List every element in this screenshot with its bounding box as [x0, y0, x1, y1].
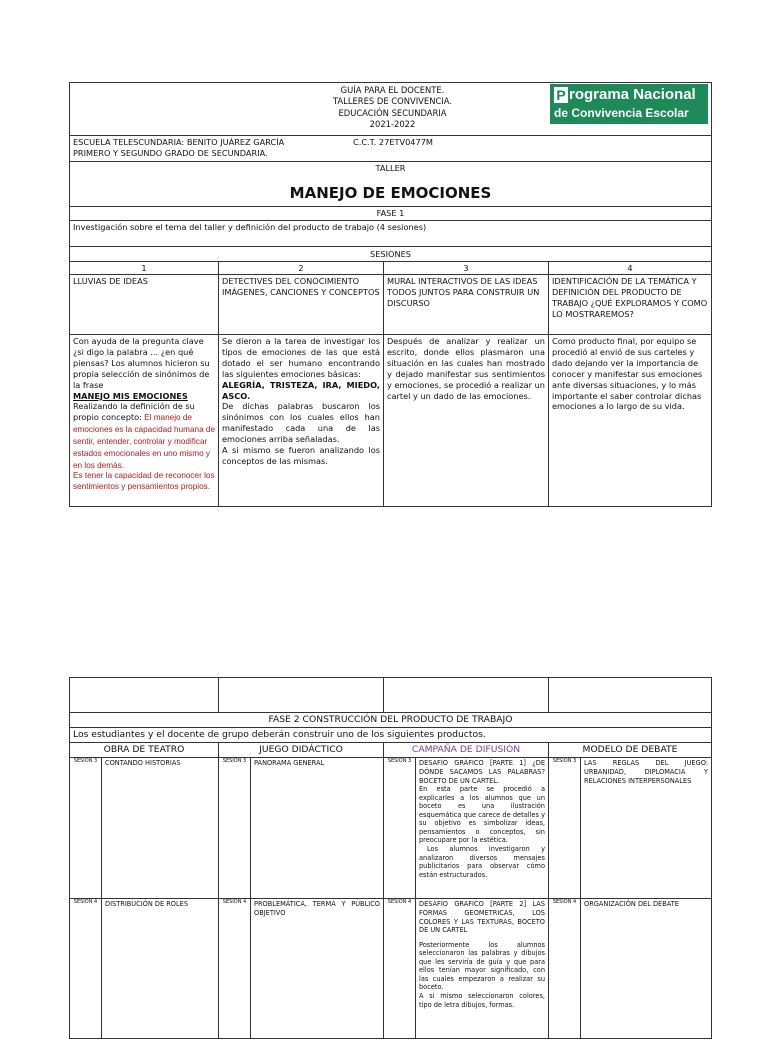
guide-header	[270, 85, 515, 130]
page-title: MANEJO DE EMOCIONES	[289, 183, 492, 202]
session-badge: SESIÓN 3	[219, 758, 251, 899]
phase2-description: Los estudiantes y el docente de grupo deberán construir uno de los siguientes productos.	[70, 728, 712, 743]
session1-extra: Es tener la capacidad de reconocer los sentimientos y pensamientos propios.	[73, 471, 215, 492]
workshop-guide-table	[69, 82, 712, 507]
guide-line: GUÍA PARA EL DOCENTE.	[340, 85, 445, 95]
session2-emotions: ALEGRÍA, TRISTEZA, IRA, MIEDO, ASCO.	[222, 379, 380, 401]
empty-header-cell	[549, 678, 712, 713]
guide-line: EDUCACIÓN SECUNDARIA	[338, 107, 447, 118]
logo-initial: P	[554, 87, 568, 103]
session2-p2: De dichas palabras buscaron los sinónimos con los cuales ellos han manifestado cada una de las emociones arriba señaladas.	[222, 401, 380, 444]
session-number: 4	[549, 261, 712, 275]
campaign-s3-p3: Los alumnos investigaron y analizaron diversos mensajes publicitarios para observar cómo están estructurados.	[419, 845, 545, 879]
session-badge: SESIÓN 4	[384, 899, 416, 1039]
session1-heading: MANEJO MIS EMOCIONES	[73, 390, 188, 401]
session-number: 3	[384, 261, 549, 275]
session-badge: SESIÓN 4	[219, 899, 251, 1039]
debate-session3: LAS REGLAS DEL JUEGO: URBANIDAD, DIPLOMACIA Y RELACIONES INTERPERSONALES	[581, 758, 712, 899]
session4-content: Como producto final, por equipo se procedió al envió de sus carteles y dado dejando ver la importancia de conocer y manifestar sus emociones ante diversas situaciones, y lo más importante el saber controlar dichas emociones a lo largo de su vida.	[549, 335, 712, 507]
session-title: DETECTIVES DEL CONOCIMIENTO IMÁGENES, CANCIONES Y CONCEPTOS	[219, 275, 384, 335]
session1-concept: El manejo de emociones es la capacidad humana de sentir, entender, controlar y modificar estados emocionales en uno mismo y en los demás.	[73, 413, 216, 470]
title-cell	[70, 162, 712, 207]
empty-header-cell	[219, 678, 384, 713]
school-cell	[70, 136, 712, 162]
guide-line: 2021-2022	[369, 119, 416, 130]
game-session4: PROBLEMÁTICA, TERMA Y PÚBLICO OBJETIVO	[251, 899, 384, 1039]
session-title: IDENTIFICACIÓN DE LA TEMÁTICA Y DEFINICIÓN DEL PRODUCTO DE TRABAJO ¿QUÉ EXPLORAMOS Y COMO LO MOSTRAREMOS?	[549, 275, 712, 335]
campaign-s4-p3: A si mismo seleccionaron colores, tipo de letra dibujos, formas.	[419, 992, 545, 1009]
phase1-label: FASE 1	[70, 207, 712, 221]
logo-line2: de Convivencia Escolar	[554, 106, 689, 120]
taller-label: TALLER	[375, 163, 406, 173]
debate-session4: ORGANIZACIÓN DEL DEBATE	[581, 899, 712, 1039]
session-badge: SESIÓN 4	[70, 899, 102, 1039]
game-session3: PANORAMA GENERAL	[251, 758, 384, 899]
logo-line1: rograma Nacional	[569, 86, 696, 103]
product-header: OBRA DE TEATRO	[70, 743, 219, 758]
session-badge: SESIÓN 3	[384, 758, 416, 899]
product-header: MODELO DE DEBATE	[549, 743, 712, 758]
campaign-session4	[416, 899, 549, 1039]
session-badge: SESIÓN 3	[549, 758, 581, 899]
session-title: LLUVIAS DE IDEAS	[70, 275, 219, 335]
session-badge: SESIÓN 3	[70, 758, 102, 899]
cct-code: C.C.T. 27ETV0477M	[353, 137, 433, 147]
guide-line: TALLERES DE CONVIVENCIA.	[332, 96, 453, 107]
session-number: 1	[70, 261, 219, 275]
header-cell	[70, 83, 712, 136]
campaign-s3-p2: En esta parte se procedió a explicarles a los alumnos que un boceto es una ilustración esquemática que carece de detalles y su objetivo es simbolizar ideas, pensamientos o conceptos, sin preocupare por la estética.	[419, 785, 545, 845]
session2-content	[219, 335, 384, 507]
campaign-s3-title: DESAFÍO GRÁFICO [PARTE 1] ¿DE DÓNDE SACAMOS LAS PALABRAS? BOCETO DE UN CARTEL.	[419, 759, 545, 785]
phase2-table	[69, 677, 712, 1039]
school-grades: PRIMERO Y SEGUNDO GRADO DE SECUNDARIA.	[73, 147, 268, 158]
product-header: JUEGO DIDÁCTICO	[219, 743, 384, 758]
campaign-s4-title: DESAFÍO GRAFICO [PARTE 2] LAS FORMAS GEOMÉTRICAS, LOS COLORES Y LAS TEXTURAS, BOCETO DE UN CARTEL	[419, 900, 545, 935]
empty-header-cell	[384, 678, 549, 713]
sessions-label: SESIONES	[70, 246, 712, 261]
session3-content: Después de analizar y realizar un escrito, donde ellos plasmaron una situación en las cuales han mostrado y dejado manifestar sus sentimientos y emociones, se procedió a realizar un cartel y un dado de las emociones.	[384, 335, 549, 507]
campaign-s4-p2: Posteriormente los alumnos seleccionaron las palabras y dibujos que les serviría de guía y que para ellos tenían mayor significado, con las cuales empezaron a realizar su boceto.	[419, 940, 545, 992]
session-badge: SESIÓN 4	[549, 899, 581, 1039]
session1-content	[70, 335, 219, 507]
school-name: ESCUELA TELESCUNDARIA: BENITO JUÁREZ GARCÍA	[73, 137, 285, 147]
theater-session3: CONTANDO HISTORIAS	[102, 758, 219, 899]
phase2-label: FASE 2 CONSTRUCCIÓN DEL PRODUCTO DE TRABAJO	[70, 713, 712, 728]
session1-lead: Realizando la definición de su propio concepto:	[73, 401, 195, 423]
session2-p3: A si mismo se fueron analizando los conceptos de las mismas.	[222, 444, 380, 466]
campaign-session3	[416, 758, 549, 899]
session1-intro: Con ayuda de la pregunta clave ¿si digo la palabra ... ¿en qué piensas? Los alumnos hicieron su propia selección de sinónimos de la frase	[73, 336, 210, 390]
theater-session4: DISTRIBUCIÓN DE ROLES	[102, 899, 219, 1039]
phase1-description: Investigación sobre el tema del taller y definición del producto de trabajo (4 sesiones)	[70, 220, 712, 246]
session-number: 2	[219, 261, 384, 275]
product-header: CAMPAÑA DE DIFUSIÓN	[384, 743, 549, 758]
session-title: MURAL INTERACTIVOS DE LAS IDEAS TODOS JUNTOS PARA CONSTRUIR UN DISCURSO	[384, 275, 549, 335]
programa-nacional-logo	[550, 84, 708, 124]
empty-header-cell	[70, 678, 219, 713]
session2-intro: Se dieron a la tarea de investigar los tipos de emociones de las que está dotado el ser humano encontrando las siguientes emociones básicas:	[222, 336, 380, 379]
